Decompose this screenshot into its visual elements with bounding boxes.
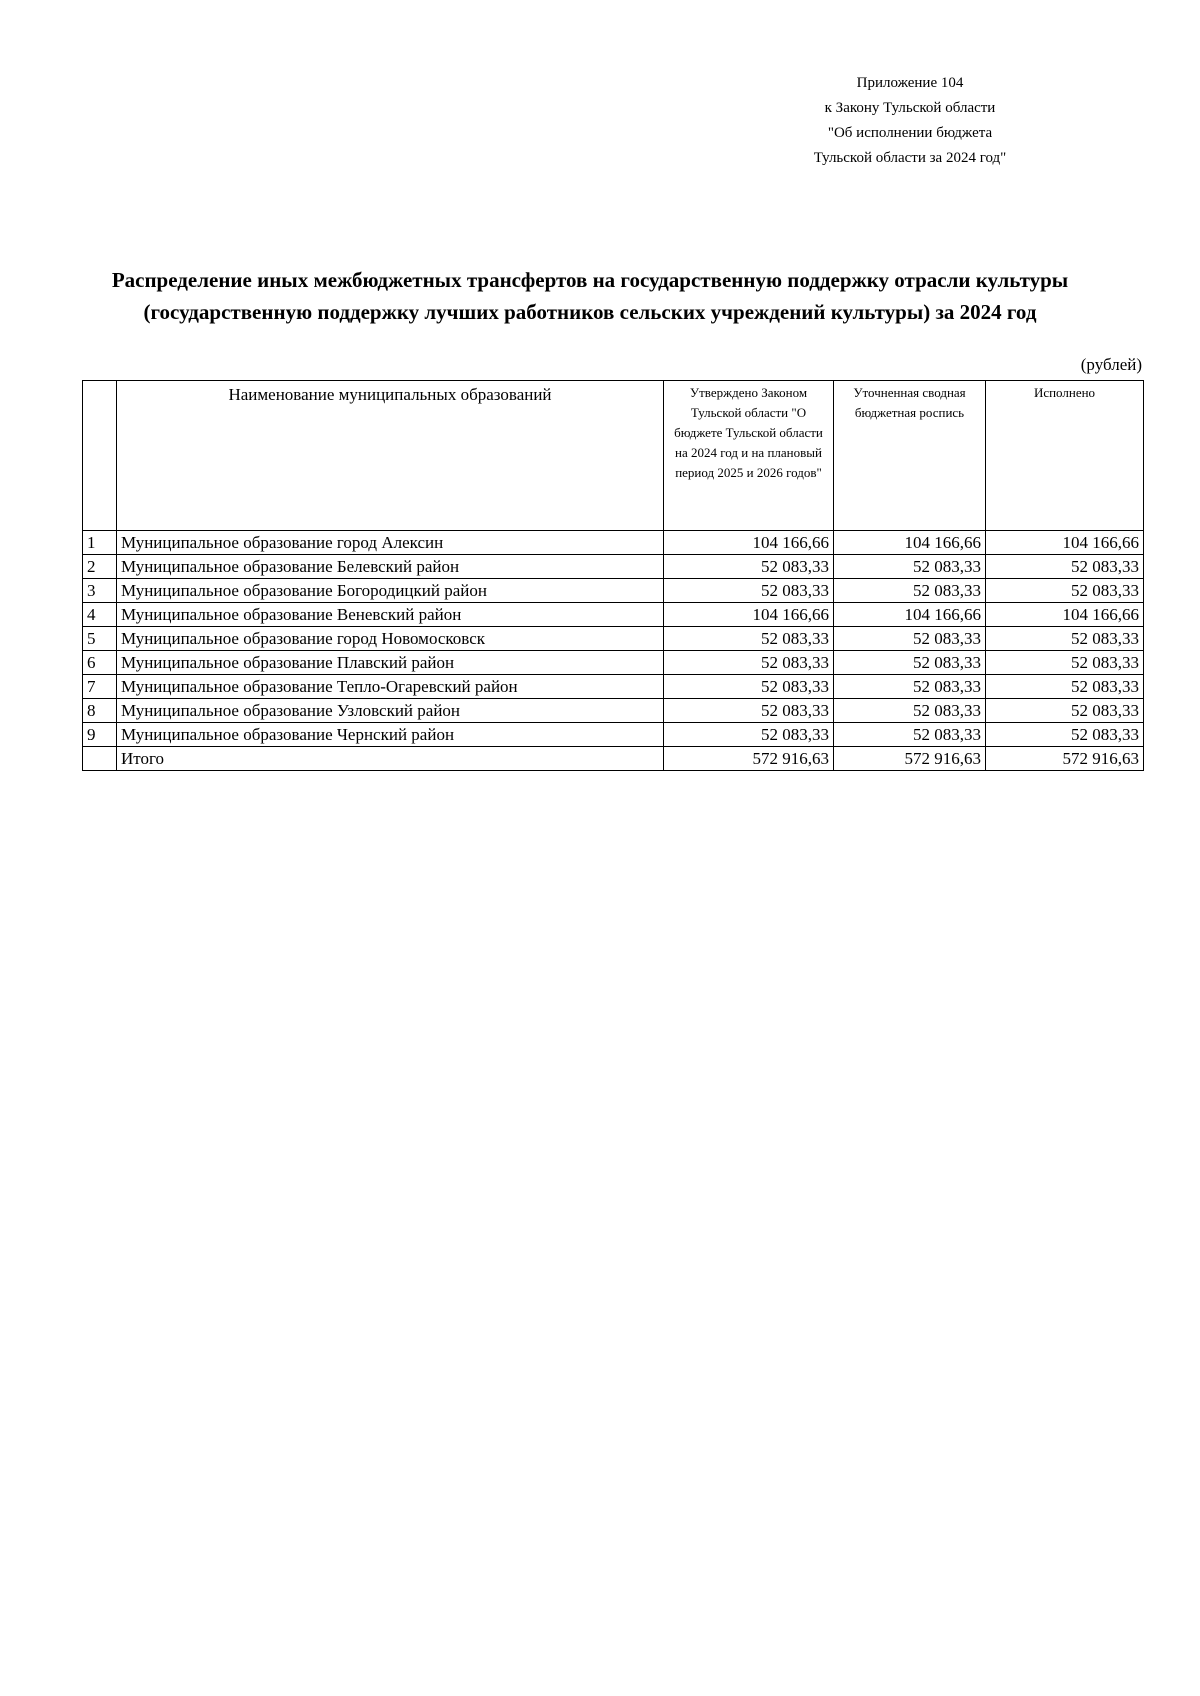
- row-name: Муниципальное образование Тепло-Огаревский район: [117, 675, 664, 699]
- row-number: 8: [83, 699, 117, 723]
- row-executed: 52 083,33: [986, 627, 1144, 651]
- row-name: Муниципальное образование Белевский район: [117, 555, 664, 579]
- appendix-line: Тульской области за 2024 год": [813, 150, 1007, 166]
- appendix-note: [760, 71, 1060, 171]
- table-row: [83, 699, 1144, 723]
- transfers-table: [82, 380, 1144, 771]
- title-line-1: Распределение иных межбюджетных трансфертов на государственную поддержку отрасли культуры: [111, 268, 1069, 292]
- header-name: Наименование муниципальных образований: [117, 381, 664, 531]
- row-revised: 52 083,33: [834, 723, 986, 747]
- table-row: [83, 603, 1144, 627]
- row-executed: 52 083,33: [986, 675, 1144, 699]
- total-number: [83, 747, 117, 771]
- header-revised: Уточненная сводная бюджетная роспись: [834, 381, 986, 531]
- appendix-line: "Об исполнении бюджета: [827, 125, 993, 141]
- row-revised: 104 166,66: [834, 531, 986, 555]
- table-row: [83, 555, 1144, 579]
- table-row: [83, 675, 1144, 699]
- table-row: [83, 579, 1144, 603]
- total-label: Итого: [117, 747, 664, 771]
- header-executed: Исполнено: [986, 381, 1144, 531]
- row-name: Муниципальное образование Узловский район: [117, 699, 664, 723]
- row-executed: 104 166,66: [986, 531, 1144, 555]
- row-executed: 52 083,33: [986, 555, 1144, 579]
- row-executed: 52 083,33: [986, 579, 1144, 603]
- row-approved: 52 083,33: [664, 627, 834, 651]
- title-line-2: (государственную поддержку лучших работников сельских учреждений культуры) за 2024 год: [143, 300, 1037, 324]
- row-executed: 104 166,66: [986, 603, 1144, 627]
- row-name: Муниципальное образование город Алексин: [117, 531, 664, 555]
- total-approved: 572 916,63: [664, 747, 834, 771]
- row-number: 4: [83, 603, 117, 627]
- row-approved: 52 083,33: [664, 675, 834, 699]
- row-revised: 52 083,33: [834, 579, 986, 603]
- row-number: 2: [83, 555, 117, 579]
- row-executed: 52 083,33: [986, 651, 1144, 675]
- appendix-line: к Закону Тульской области: [824, 100, 996, 116]
- row-number: 5: [83, 627, 117, 651]
- total-executed: 572 916,63: [986, 747, 1144, 771]
- document-title: [60, 264, 1120, 328]
- header-approved: Утверждено Законом Тульской области "О бюджете Тульской области на 2024 год и на плановый период 2025 и 2026 годов": [664, 381, 834, 531]
- row-number: 7: [83, 675, 117, 699]
- table-header-row: [83, 381, 1144, 531]
- row-revised: 52 083,33: [834, 651, 986, 675]
- row-approved: 52 083,33: [664, 723, 834, 747]
- table-row: [83, 723, 1144, 747]
- row-name: Муниципальное образование Веневский район: [117, 603, 664, 627]
- row-approved: 52 083,33: [664, 651, 834, 675]
- row-number: 9: [83, 723, 117, 747]
- row-number: 1: [83, 531, 117, 555]
- row-name: Муниципальное образование Плавский район: [117, 651, 664, 675]
- row-name: Муниципальное образование Чернский район: [117, 723, 664, 747]
- row-revised: 52 083,33: [834, 627, 986, 651]
- row-name: Муниципальное образование город Новомосковск: [117, 627, 664, 651]
- header-num: [83, 381, 117, 531]
- row-approved: 52 083,33: [664, 555, 834, 579]
- row-number: 3: [83, 579, 117, 603]
- units-label: (рублей): [1080, 355, 1142, 374]
- row-approved: 104 166,66: [664, 531, 834, 555]
- row-approved: 52 083,33: [664, 699, 834, 723]
- row-number: 6: [83, 651, 117, 675]
- appendix-line: Приложение 104: [856, 75, 964, 91]
- row-name: Муниципальное образование Богородицкий район: [117, 579, 664, 603]
- row-approved: 52 083,33: [664, 579, 834, 603]
- row-approved: 104 166,66: [664, 603, 834, 627]
- table-row: [83, 627, 1144, 651]
- row-revised: 52 083,33: [834, 699, 986, 723]
- table-row: [83, 651, 1144, 675]
- table-total-row: [83, 747, 1144, 771]
- row-revised: 52 083,33: [834, 555, 986, 579]
- total-revised: 572 916,63: [834, 747, 986, 771]
- row-executed: 52 083,33: [986, 723, 1144, 747]
- table-row: [83, 531, 1144, 555]
- row-revised: 52 083,33: [834, 675, 986, 699]
- row-revised: 104 166,66: [834, 603, 986, 627]
- row-executed: 52 083,33: [986, 699, 1144, 723]
